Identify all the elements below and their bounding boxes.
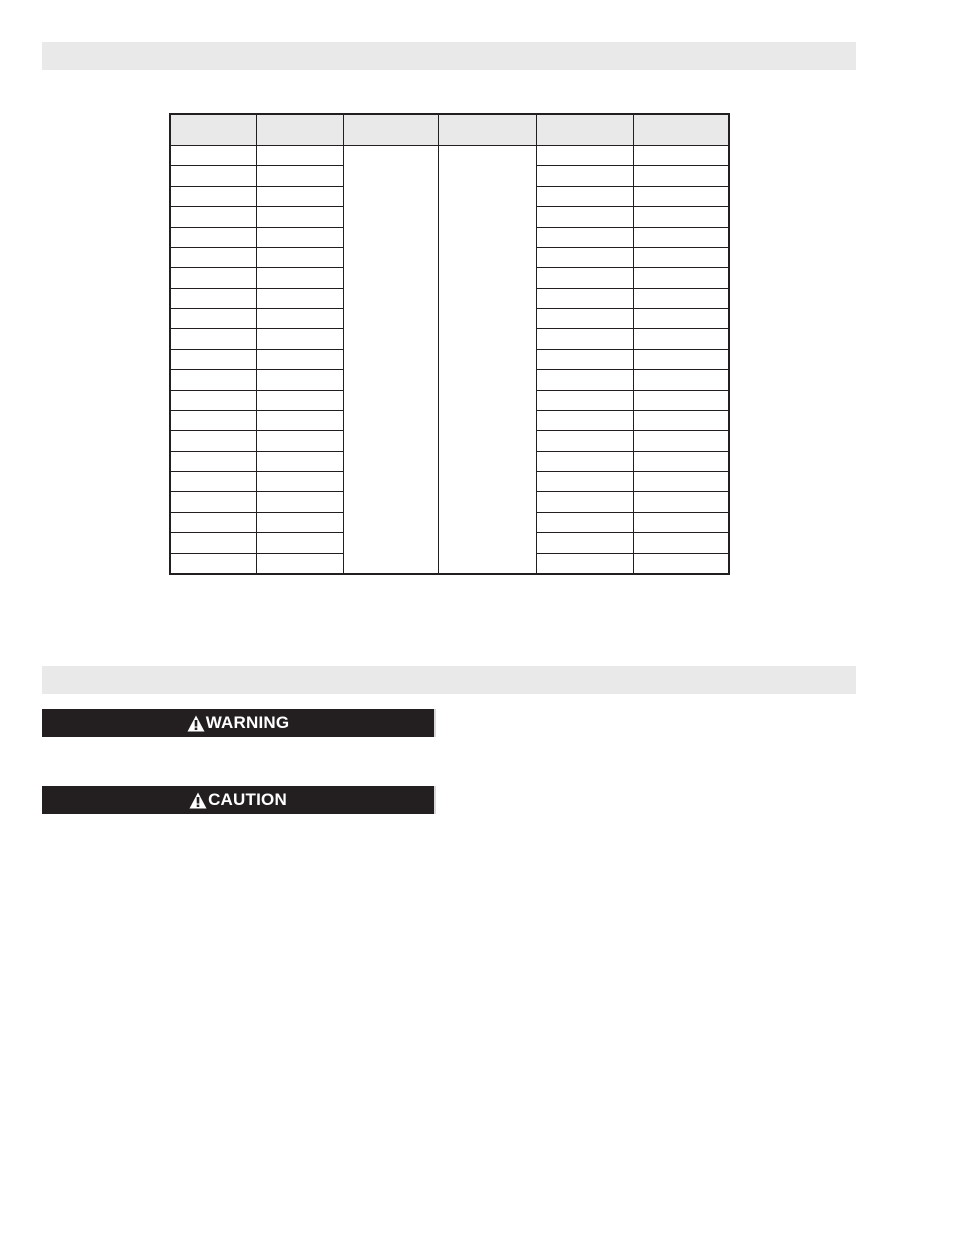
- table-cell: [633, 268, 729, 288]
- table-cell: [170, 390, 256, 410]
- table-cell: [170, 533, 256, 553]
- table-cell: [536, 268, 633, 288]
- table-cell: [256, 533, 343, 553]
- table-cell: [536, 553, 633, 574]
- table-cell: [170, 309, 256, 329]
- table-cell: [536, 146, 633, 166]
- table-cell: [256, 309, 343, 329]
- table-cell: [256, 329, 343, 349]
- table-cell: [536, 390, 633, 410]
- column-header: [633, 114, 729, 146]
- table-cell: [536, 533, 633, 553]
- table-cell: [536, 512, 633, 532]
- table-cell: [633, 512, 729, 532]
- column-header: [256, 114, 343, 146]
- table-cell: [170, 370, 256, 390]
- specification-table: [169, 113, 730, 575]
- table-cell: [633, 186, 729, 206]
- table-cell: [536, 207, 633, 227]
- table-cell: [256, 451, 343, 471]
- table-cell: [170, 329, 256, 349]
- table-cell: [170, 451, 256, 471]
- table-cell: [170, 166, 256, 186]
- table-cell-merged: [343, 146, 438, 575]
- column-header: [536, 114, 633, 146]
- table-cell: [633, 431, 729, 451]
- table-cell: [633, 349, 729, 369]
- section-header-band: [42, 666, 856, 694]
- table-cell: [633, 553, 729, 574]
- table-cell: [536, 349, 633, 369]
- table-cell: [633, 166, 729, 186]
- table-cell: [170, 247, 256, 267]
- table-cell: [633, 472, 729, 492]
- table-cell: [170, 207, 256, 227]
- table-cell: [170, 186, 256, 206]
- exclamation-triangle-icon: [189, 792, 207, 809]
- table-cell: [536, 410, 633, 430]
- table-cell: [536, 370, 633, 390]
- caution-label-text: CAUTION: [208, 790, 287, 809]
- table-cell: [633, 288, 729, 308]
- table-cell: [256, 288, 343, 308]
- table-cell: [536, 472, 633, 492]
- table-cell: [256, 268, 343, 288]
- table-cell: [633, 410, 729, 430]
- table-cell: [633, 533, 729, 553]
- section-header-band: [42, 42, 856, 70]
- table-cell: [536, 309, 633, 329]
- table-cell: [170, 146, 256, 166]
- exclamation-triangle-icon: [187, 715, 205, 732]
- table-cell: [256, 247, 343, 267]
- table-cell: [256, 410, 343, 430]
- table-cell: [256, 227, 343, 247]
- table-cell: [170, 512, 256, 532]
- table-cell: [633, 451, 729, 471]
- column-header: [343, 114, 438, 146]
- table-cell: [256, 390, 343, 410]
- table-cell: [633, 390, 729, 410]
- table-cell: [170, 227, 256, 247]
- table-cell: [256, 166, 343, 186]
- table-cell: [536, 166, 633, 186]
- table-cell: [536, 227, 633, 247]
- table-cell: [633, 247, 729, 267]
- table-cell: [536, 247, 633, 267]
- warning-label: [42, 709, 436, 737]
- table-cell: [633, 370, 729, 390]
- table-cell: [256, 472, 343, 492]
- table-cell: [256, 431, 343, 451]
- caution-label: [42, 786, 436, 814]
- table-cell: [256, 512, 343, 532]
- table-cell: [256, 207, 343, 227]
- table-cell: [170, 268, 256, 288]
- table-cell: [536, 288, 633, 308]
- table-body: [170, 146, 729, 575]
- column-header: [170, 114, 256, 146]
- table-row: [170, 146, 729, 166]
- table-header: [170, 114, 729, 146]
- table-header-row: [170, 114, 729, 146]
- table-cell: [256, 370, 343, 390]
- table-cell: [536, 431, 633, 451]
- table-cell: [536, 492, 633, 512]
- table-cell: [536, 186, 633, 206]
- table-cell: [256, 146, 343, 166]
- warning-label-text: WARNING: [205, 713, 290, 732]
- table-cell: [633, 329, 729, 349]
- table-cell: [170, 553, 256, 574]
- table-cell: [256, 553, 343, 574]
- table-cell: [536, 451, 633, 471]
- table-cell: [536, 329, 633, 349]
- table-cell: [170, 410, 256, 430]
- table-cell: [633, 492, 729, 512]
- table-cell: [633, 207, 729, 227]
- table-cell: [256, 186, 343, 206]
- table-cell: [256, 349, 343, 369]
- table-cell: [633, 227, 729, 247]
- table-cell: [256, 492, 343, 512]
- table-cell: [633, 309, 729, 329]
- table-cell: [170, 472, 256, 492]
- column-header: [438, 114, 536, 146]
- table-cell-merged: [438, 146, 536, 575]
- table-cell: [633, 146, 729, 166]
- table-cell: [170, 431, 256, 451]
- table-cell: [170, 349, 256, 369]
- table-cell: [170, 288, 256, 308]
- table-cell: [170, 492, 256, 512]
